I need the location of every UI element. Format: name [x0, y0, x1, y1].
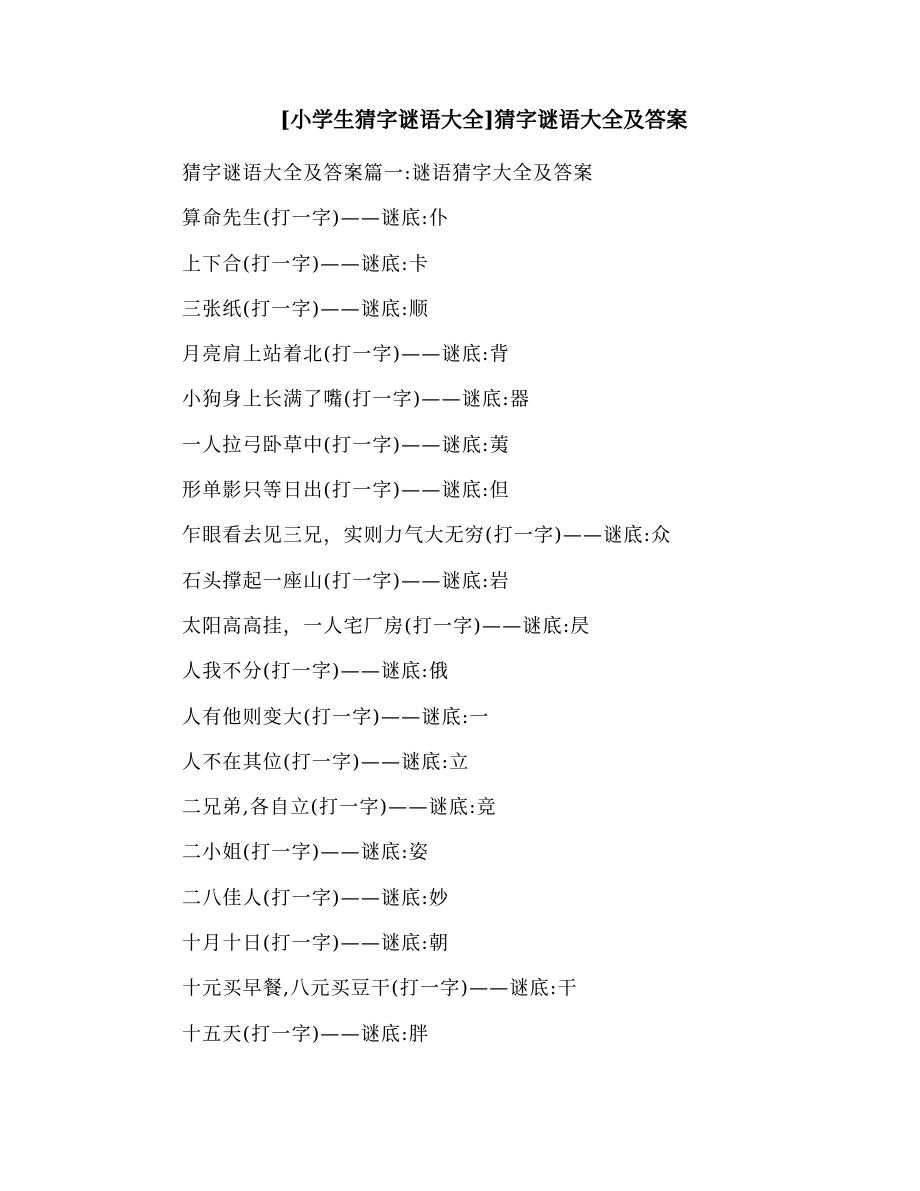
list-item: 一人拉弓卧草中(打一字)——谜底:荑	[182, 433, 510, 456]
list-item: 人我不分(打一字)——谜底:俄	[182, 660, 450, 683]
list-item: 月亮肩上站着北(打一字)——谜底:背	[182, 343, 510, 366]
list-item: 十元买早餐,八元买豆干(打一字)——谜底:干	[182, 977, 578, 1000]
list-item: 十月十日(打一字)——谜底:朝	[182, 932, 450, 955]
list-item: 形单影只等日出(打一字)——谜底:但	[182, 479, 510, 502]
document-title: [小学生猜字谜语大全]猜字谜语大全及答案	[280, 107, 688, 132]
list-item: 三张纸(打一字)——谜底:顺	[182, 297, 430, 320]
list-item: 猜字谜语大全及答案篇一:谜语猜字大全及答案	[182, 162, 594, 184]
list-item: 小狗身上长满了嘴(打一字)——谜底:器	[182, 388, 531, 411]
list-item: 二八佳人(打一字)——谜底:妙	[182, 886, 450, 909]
list-item: 十五天(打一字)——谜底:胖	[182, 1022, 430, 1045]
list-item: 太阳高高挂，一人宅厂房(打一字)——谜底:昃	[182, 614, 591, 637]
list-item: 乍眼看去见三兄，实则力气大无穷(打一字)——谜底:众	[182, 524, 672, 547]
list-item: 算命先生(打一字)——谜底:仆	[182, 207, 450, 230]
list-item: 二兄弟,各自立(打一字)——谜底:竞	[182, 796, 497, 819]
list-item: 上下合(打一字)——谜底:卡	[182, 252, 430, 275]
riddle-list	[182, 158, 671, 1064]
list-item: 石头撑起一座山(打一字)——谜底:岩	[182, 569, 510, 592]
list-item: 人有他则变大(打一字)——谜底:一	[182, 705, 490, 728]
list-item: 人不在其位(打一字)——谜底:立	[182, 750, 470, 773]
list-item: 二小姐(打一字)——谜底:姿	[182, 841, 430, 864]
